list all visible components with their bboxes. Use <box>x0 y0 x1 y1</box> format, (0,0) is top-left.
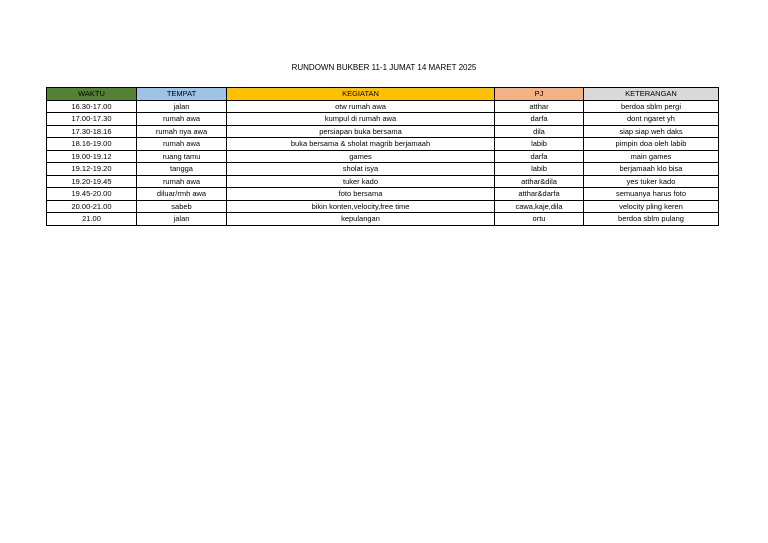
cell-kegiatan: buka bersama & sholat magrib berjamaah <box>227 138 495 151</box>
table-row <box>47 213 719 226</box>
cell-kegiatan: sholat isya <box>227 163 495 176</box>
table-row <box>47 188 719 201</box>
cell-waktu: 21.00 <box>47 213 137 226</box>
header-waktu: WAKTU <box>47 88 137 101</box>
cell-pj: darfa <box>495 113 584 126</box>
cell-keterangan: yes tuker kado <box>584 175 719 188</box>
cell-pj: labib <box>495 163 584 176</box>
cell-waktu: 17.00-17.30 <box>47 113 137 126</box>
cell-kegiatan: otw rumah awa <box>227 100 495 113</box>
cell-tempat: rumah awa <box>137 138 227 151</box>
rundown-table <box>46 87 719 226</box>
table-row <box>47 125 719 138</box>
cell-pj: dila <box>495 125 584 138</box>
cell-tempat: rumah awa <box>137 175 227 188</box>
cell-pj: ortu <box>495 213 584 226</box>
cell-waktu: 16.30-17.00 <box>47 100 137 113</box>
cell-waktu: 18.16-19.00 <box>47 138 137 151</box>
cell-tempat: rumah awa <box>137 113 227 126</box>
cell-tempat: ruang tamu <box>137 150 227 163</box>
cell-waktu: 19.20-19.45 <box>47 175 137 188</box>
cell-kegiatan: games <box>227 150 495 163</box>
table-row <box>47 100 719 113</box>
cell-pj: atthar&darfa <box>495 188 584 201</box>
cell-keterangan: berjamaah klo bisa <box>584 163 719 176</box>
cell-waktu: 19.00-19.12 <box>47 150 137 163</box>
cell-keterangan: semuanya harus foto <box>584 188 719 201</box>
table-row <box>47 150 719 163</box>
cell-keterangan: siap siap weh daks <box>584 125 719 138</box>
cell-tempat: tangga <box>137 163 227 176</box>
cell-pj: cawa,kaje,dila <box>495 200 584 213</box>
table-row <box>47 138 719 151</box>
cell-tempat: jalan <box>137 213 227 226</box>
table-row <box>47 113 719 126</box>
cell-keterangan: velocity pling keren <box>584 200 719 213</box>
cell-tempat: diluar/rmh awa <box>137 188 227 201</box>
table-row <box>47 175 719 188</box>
cell-keterangan: berdoa sblm pergi <box>584 100 719 113</box>
cell-pj: darfa <box>495 150 584 163</box>
cell-keterangan: pimpin doa oleh labib <box>584 138 719 151</box>
table-row <box>47 200 719 213</box>
table-row <box>47 163 719 176</box>
cell-kegiatan: foto bersama <box>227 188 495 201</box>
cell-kegiatan: kepulangan <box>227 213 495 226</box>
cell-tempat: sabeb <box>137 200 227 213</box>
header-keterangan: KETERANGAN <box>584 88 719 101</box>
cell-pj: atthar <box>495 100 584 113</box>
cell-keterangan: berdoa sblm pulang <box>584 213 719 226</box>
cell-kegiatan: kumpul di rumah awa <box>227 113 495 126</box>
document-title: RUNDOWN BUKBER 11-1 JUMAT 14 MARET 2025 <box>291 63 477 72</box>
cell-keterangan: dont ngaret yh <box>584 113 719 126</box>
cell-kegiatan: bikin konten,velocity,free time <box>227 200 495 213</box>
header-pj: PJ <box>495 88 584 101</box>
header-kegiatan: KEGIATAN <box>227 88 495 101</box>
cell-tempat: jalan <box>137 100 227 113</box>
header-row <box>47 88 719 101</box>
cell-keterangan: main games <box>584 150 719 163</box>
cell-waktu: 19.12-19.20 <box>47 163 137 176</box>
cell-kegiatan: persiapan buka bersama <box>227 125 495 138</box>
cell-waktu: 19.45-20.00 <box>47 188 137 201</box>
cell-tempat: rumah nya awa <box>137 125 227 138</box>
cell-pj: atthar&dila <box>495 175 584 188</box>
header-tempat: TEMPAT <box>137 88 227 101</box>
cell-waktu: 17.30-18.16 <box>47 125 137 138</box>
cell-kegiatan: tuker kado <box>227 175 495 188</box>
cell-waktu: 20.00-21.00 <box>47 200 137 213</box>
cell-pj: labib <box>495 138 584 151</box>
